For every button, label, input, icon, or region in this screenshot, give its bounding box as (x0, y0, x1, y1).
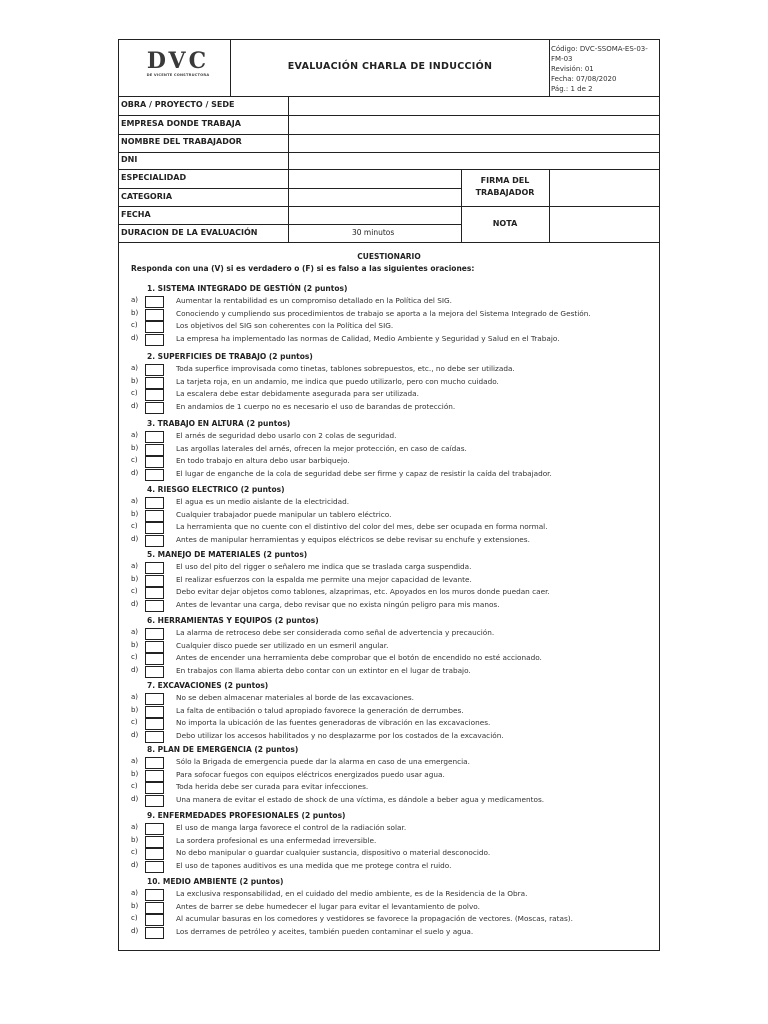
question-letter: b) (131, 901, 139, 910)
question-row (119, 469, 659, 482)
question-letter: b) (131, 443, 139, 452)
answer-box[interactable] (145, 628, 164, 640)
question-letter: a) (131, 431, 139, 439)
fecha-input[interactable] (289, 207, 461, 224)
question-text: En trabajos con llama abierta debo contar con un extintor en el lugar de trabajo. (176, 666, 471, 676)
question-text: No se deben almacenar materiales al borde de las excavaciones. (176, 693, 414, 702)
question-text: El uso de manga larga favorece el control de la radiación solar. (176, 823, 407, 832)
question-letter: c) (131, 456, 138, 465)
question-text: El lugar de enganche de la cola de seguridad debe ser firme y capaz de resistir la caída del trabajador. (176, 469, 552, 479)
firma-field[interactable] (550, 170, 659, 206)
answer-box[interactable] (145, 795, 164, 807)
answer-box[interactable] (145, 848, 164, 860)
answer-box[interactable] (145, 444, 164, 456)
question-letter: a) (131, 693, 139, 701)
document-meta (551, 44, 659, 94)
question-letter: d) (131, 861, 139, 870)
question-row (119, 731, 659, 744)
logo-subtitle: DE VICENTE CONSTRUCTORA (146, 73, 210, 77)
question-row (119, 562, 659, 575)
question-text: Para sofocar fuegos con equipos eléctricos energizados puedo usar agua. (176, 769, 445, 779)
question-text: La escalera debe estar debidamente asegurada para ser utilizada. (176, 389, 419, 399)
question-text: Conociendo y cumpliendo sus procedimientos de trabajo se aporta a la mejora del Sistema Integrado de Gestión. (176, 308, 591, 318)
question-text: Cualquier trabajador puede manipular un tablero eléctrico. (176, 509, 392, 519)
question-row (119, 535, 659, 548)
question-row (119, 718, 659, 731)
evaluation-form (118, 39, 660, 951)
field-label-dni: DNI (121, 155, 138, 164)
field-label-empresa: EMPRESA DONDE TRABAJA (121, 119, 241, 128)
question-text: La sordera profesional es una enfermedad irreversible. (176, 835, 377, 845)
question-row (119, 795, 659, 808)
answer-box[interactable] (145, 693, 164, 705)
question-text: Toda superfice improvisada como tinetas, tablones sobrepuestos, etc., no debe ser utilizada. (176, 364, 515, 373)
question-text: Cualquier disco puede ser utilizado en un esmeril angular. (176, 640, 389, 650)
question-row (119, 377, 659, 390)
logo-text: DVC (146, 48, 210, 74)
meta-pagina: Pág.: 1 de 2 (551, 85, 593, 93)
question-text: No debo manipular o guardar cualquier sustancia, dispositivo o material desconocido. (176, 848, 491, 858)
question-text: La empresa ha implementado las normas de Calidad, Medio Ambiente y Seguridad y Salud en el Trabajo. (176, 334, 560, 344)
answer-box[interactable] (145, 364, 164, 376)
question-letter: d) (131, 600, 139, 609)
questionnaire-title: CUESTIONARIO (357, 252, 421, 261)
question-text: Antes de manipular herramientas y equipos eléctricos se debe revisar su enchufe y extensiones. (176, 535, 530, 545)
question-row (119, 334, 659, 347)
answer-box[interactable] (145, 402, 164, 414)
question-row (119, 587, 659, 600)
answer-box[interactable] (145, 653, 164, 665)
question-row (119, 706, 659, 719)
question-letter: a) (131, 889, 139, 897)
question-text: Los objetivos del SIG son coherentes con la Política del SIG. (176, 321, 394, 331)
question-letter: a) (131, 628, 139, 636)
answer-box[interactable] (145, 600, 164, 612)
question-row (119, 402, 659, 415)
question-row (119, 321, 659, 334)
question-letter: d) (131, 535, 139, 544)
question-letter: c) (131, 321, 138, 330)
section-title: 10. MEDIO AMBIENTE (2 puntos) (147, 877, 284, 886)
answer-box[interactable] (145, 431, 164, 443)
answer-box[interactable] (145, 296, 164, 308)
obra-input[interactable] (289, 97, 659, 115)
question-text: El realizar esfuerzos con la espalda me permite una mejor capacidad de levante. (176, 574, 472, 584)
question-row (119, 497, 659, 510)
question-text: Las argollas laterales del arnés, ofrecen la mejor protección, en caso de caídas. (176, 443, 467, 453)
question-row (119, 902, 659, 915)
question-letter: c) (131, 587, 138, 596)
question-text: En andamios de 1 cuerpo no es necesario el uso de barandas de protección. (176, 402, 456, 412)
answer-box[interactable] (145, 456, 164, 468)
question-letter: b) (131, 640, 139, 649)
question-row (119, 836, 659, 849)
answer-box[interactable] (145, 666, 164, 678)
answer-box[interactable] (145, 469, 164, 481)
question-letter: c) (131, 389, 138, 398)
section-title: 1. SISTEMA INTEGRADO DE GESTIÓN (2 puntos) (147, 284, 348, 293)
answer-box[interactable] (145, 535, 164, 547)
question-text: Debo evitar dejar objetos como tablones, alzaprimas, etc. Apoyados en los muros donde puedan caer. (176, 587, 550, 597)
answer-box[interactable] (145, 902, 164, 914)
answer-box[interactable] (145, 522, 164, 534)
question-row (119, 653, 659, 666)
question-letter: d) (131, 666, 139, 675)
section-title: 4. RIESGO ELECTRICO (2 puntos) (147, 485, 285, 494)
section-title: 9. ENFERMEDADES PROFESIONALES (2 puntos) (147, 811, 346, 820)
question-row (119, 927, 659, 940)
answer-box[interactable] (145, 927, 164, 939)
question-letter: b) (131, 509, 139, 518)
question-text: Sólo la Brigada de emergencia puede dar la alarma en caso de una emergencia. (176, 757, 470, 766)
answer-box[interactable] (145, 334, 164, 346)
answer-box[interactable] (145, 562, 164, 574)
question-text: Toda herida debe ser curada para evitar infecciones. (176, 782, 369, 792)
question-row (119, 364, 659, 377)
question-text: Al acumular basuras en los comedores y vestidores se favorece la propagación de vectores. (Moscas, ratas). (176, 914, 573, 924)
question-row (119, 600, 659, 613)
duracion-value: 30 minutos (352, 228, 395, 237)
answer-box[interactable] (145, 641, 164, 653)
answer-box[interactable] (145, 861, 164, 873)
field-label-especialidad: ESPECIALIDAD (121, 173, 187, 182)
question-letter: b) (131, 376, 139, 385)
question-row (119, 757, 659, 770)
field-label-nombre: NOMBRE DEL TRABAJADOR (121, 137, 242, 146)
question-text: Antes de barrer se debe humedecer el lugar para evitar el levantamiento de polvo. (176, 901, 480, 911)
question-letter: c) (131, 718, 138, 727)
answer-box[interactable] (145, 575, 164, 587)
question-letter: c) (131, 522, 138, 531)
section-title: 3. TRABAJO EN ALTURA (2 puntos) (147, 419, 291, 428)
question-letter: c) (131, 914, 138, 923)
question-text: Aumentar la rentabilidad es un compromiso detallado en la Política del SIG. (176, 296, 453, 305)
question-text: La exclusiva responsabilidad, en el cuidado del medio ambiente, es de la Residencia de la Obra. (176, 889, 528, 898)
question-text: No importa la ubicación de las fuentes generadoras de vibración en las excavaciones. (176, 718, 491, 728)
question-letter: d) (131, 334, 139, 343)
question-text: El arnés de seguridad debo usarlo con 2 colas de seguridad. (176, 431, 397, 440)
section-title: 8. PLAN DE EMERGENCIA (2 puntos) (147, 745, 299, 754)
question-letter: b) (131, 574, 139, 583)
question-row (119, 861, 659, 874)
question-letter: c) (131, 653, 138, 662)
answer-box[interactable] (145, 389, 164, 401)
question-row (119, 510, 659, 523)
categoria-input[interactable] (289, 189, 461, 206)
question-text: Una manera de evitar el estado de shock de una víctima, es dándole a beber agua y medicamentos. (176, 795, 545, 805)
question-row (119, 770, 659, 783)
question-row (119, 456, 659, 469)
answer-box[interactable] (145, 706, 164, 718)
question-text: El agua es un medio aislante de la electricidad. (176, 497, 350, 506)
question-letter: a) (131, 364, 139, 372)
field-label-fecha: FECHA (121, 210, 151, 219)
question-text: Los derrames de petróleo y aceites, también pueden contaminar el suelo y agua. (176, 927, 474, 937)
question-row (119, 889, 659, 902)
question-row (119, 309, 659, 322)
question-row (119, 389, 659, 402)
question-letter: d) (131, 731, 139, 740)
question-letter: a) (131, 757, 139, 765)
section-title: 5. MANEJO DE MATERIALES (2 puntos) (147, 550, 308, 559)
questionnaire-instructions: Responda con una (V) si es verdadero o (F) si es falso a las siguientes oraciones: (131, 264, 475, 273)
especialidad-input[interactable] (289, 170, 461, 188)
firma-label-line1: FIRMA DEL (480, 176, 530, 185)
question-row (119, 848, 659, 861)
answer-box[interactable] (145, 889, 164, 901)
section-title: 7. EXCAVACIONES (2 puntos) (147, 681, 269, 690)
question-text: Debo utilizar los accesos habilitados y no desplazarme por los costados de la excavación. (176, 731, 504, 741)
answer-box[interactable] (145, 731, 164, 743)
question-letter: b) (131, 308, 139, 317)
question-row (119, 666, 659, 679)
answer-box[interactable] (145, 757, 164, 769)
question-text: El uso de tapones auditivos es una medida que me protege contra el ruido. (176, 861, 452, 871)
answer-box[interactable] (145, 823, 164, 835)
answer-box[interactable] (145, 497, 164, 509)
question-letter: b) (131, 835, 139, 844)
question-text: Antes de levantar una carga, debo revisar que no exista ningún peligro para mis manos. (176, 600, 500, 610)
section-title: 6. HERRAMIENTAS Y EQUIPOS (2 puntos) (147, 616, 319, 625)
question-row (119, 823, 659, 836)
question-text: Antes de encender una herramienta debe comprobar que el botón de encendido no esté accionado. (176, 653, 542, 663)
answer-box[interactable] (145, 782, 164, 794)
question-row (119, 914, 659, 927)
field-label-duracion: DURACION DE LA EVALUACIÓN (121, 228, 258, 237)
question-letter: a) (131, 296, 139, 304)
question-letter: c) (131, 848, 138, 857)
answer-box[interactable] (145, 836, 164, 848)
question-letter: d) (131, 927, 139, 936)
answer-box[interactable] (145, 718, 164, 730)
answer-box[interactable] (145, 510, 164, 522)
question-letter: a) (131, 562, 139, 570)
question-letter: c) (131, 782, 138, 791)
question-row (119, 431, 659, 444)
company-logo (143, 50, 213, 77)
question-letter: d) (131, 469, 139, 478)
field-label-obra: OBRA / PROYECTO / SEDE (121, 100, 235, 109)
question-text: La tarjeta roja, en un andamio, me indica que puedo utilizarlo, pero con mucho cuidado. (176, 376, 499, 386)
question-row (119, 782, 659, 795)
question-row (119, 575, 659, 588)
question-row (119, 522, 659, 535)
question-letter: d) (131, 402, 139, 411)
question-letter: d) (131, 795, 139, 804)
nombre-input[interactable] (289, 135, 659, 152)
meta-codigo: Código: DVC-SSOMA-ES-03-FM-03 (551, 45, 648, 63)
answer-box[interactable] (145, 587, 164, 599)
field-label-categoria: CATEGORIA (121, 192, 173, 201)
answer-box[interactable] (145, 770, 164, 782)
answer-box[interactable] (145, 309, 164, 321)
question-text: La herramienta que no cuente con el distintivo del color del mes, debe ser ocupada en forma normal. (176, 522, 548, 532)
question-row (119, 641, 659, 654)
firma-label-line2: TRABAJADOR (475, 188, 535, 197)
question-text: En todo trabajo en altura debo usar barbiquejo. (176, 456, 350, 466)
question-text: El uso del pito del rigger o señalero me indica que se traslada carga suspendida. (176, 562, 472, 571)
question-letter: b) (131, 705, 139, 714)
nota-field[interactable] (550, 207, 659, 242)
answer-box[interactable] (145, 914, 164, 926)
section-title: 2. SUPERFICIES DE TRABAJO (2 puntos) (147, 352, 313, 361)
question-letter: a) (131, 497, 139, 505)
question-row (119, 296, 659, 309)
question-row (119, 444, 659, 457)
question-text: La alarma de retroceso debe ser considerada como señal de advertencia y precaución. (176, 628, 495, 637)
meta-revision: Revisión: 01 (551, 65, 594, 73)
question-text: La falta de entibación o talud apropiado favorece la generación de derrumbes. (176, 705, 464, 715)
form-title: EVALUACIÓN CHARLA DE INDUCCIÓN (287, 61, 493, 72)
question-letter: a) (131, 823, 139, 831)
question-letter: b) (131, 769, 139, 778)
question-row (119, 693, 659, 706)
header-divider (549, 40, 550, 96)
dni-input[interactable] (289, 153, 659, 169)
nota-label: NOTA (492, 219, 518, 228)
answer-box[interactable] (145, 321, 164, 333)
empresa-input[interactable] (289, 116, 659, 134)
answer-box[interactable] (145, 377, 164, 389)
meta-fecha: Fecha: 07/08/2020 (551, 75, 617, 83)
question-row (119, 628, 659, 641)
